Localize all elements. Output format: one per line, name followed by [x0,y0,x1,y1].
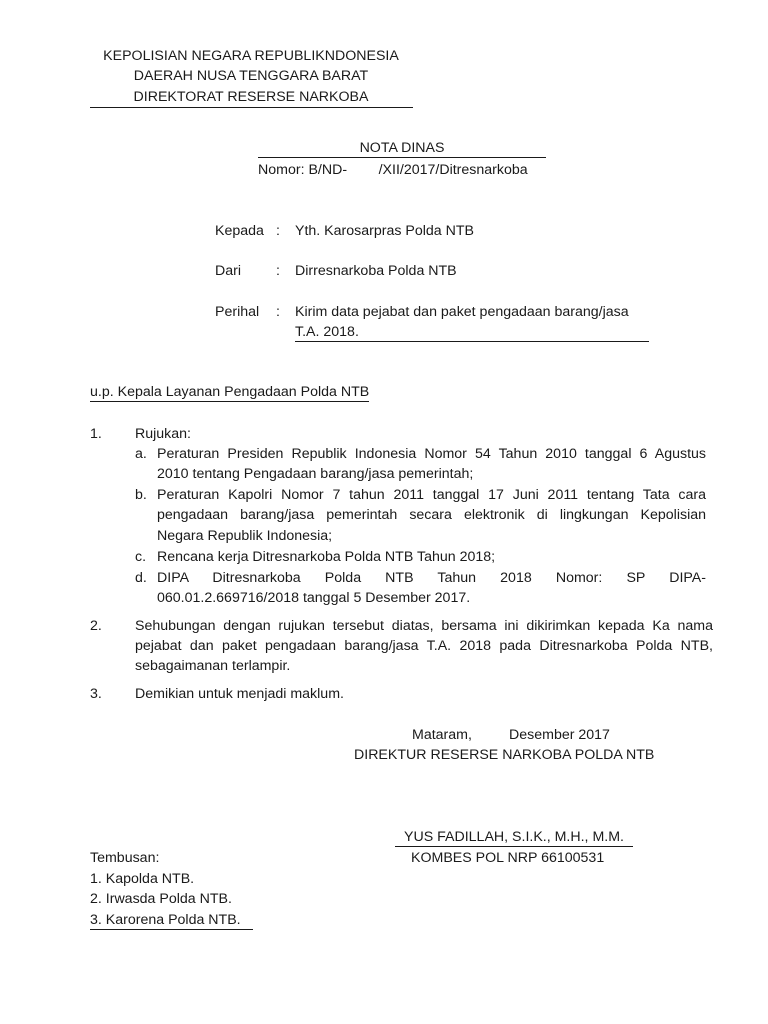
reference-line: pengadaan barang/jasa pemerintah secara elektronik di lingkungan Kepolisian [157,507,706,523]
signature-position: DIREKTUR RESERSE NARKOBA POLDA NTB [354,747,655,763]
subject-line-1: Kirim data pejabat dan paket pengadaan barang/jasa [295,304,629,320]
reference-line: 060.01.2.669716/2018 tanggal 5 Desember 2017. [157,590,471,606]
subject-label: Perihal [215,304,260,320]
reference-line: DIPA Ditresnarkoba Polda NTB Tahun 2018 Nomor: SP DIPA- [157,570,706,586]
subject-colon: : [276,304,280,320]
item-2-line: sebagaimanan terlampir. [135,658,291,674]
signatory-rank: KOMBES POL NRP 66100531 [411,850,605,866]
item-3-number: 3. [90,686,102,702]
from-value: Dirresnarkoba Polda NTB [295,263,457,279]
reference-line: Peraturan Kapolri Nomor 7 tahun 2011 tanggal 17 Juni 2011 tentang Tata cara [157,487,706,503]
reference-line: Peraturan Presiden Republik Indonesia Nomor 54 Tahun 2010 tanggal 6 Agustus [157,446,706,462]
from-colon: : [276,263,280,279]
cc-title: Tembusan: [90,850,160,866]
from-label: Dari [215,263,242,279]
reference-letter: d. [135,570,147,586]
signatory-name: YUS FADILLAH, S.I.K., M.H., M.M. [395,828,633,847]
reference-letter: b. [135,487,147,503]
signature-place: Mataram, [412,727,472,743]
header-line-1: KEPOLISIAN NEGARA REPUBLIKNDONESIA [103,48,399,64]
item-2-line: pejabat dan paket pengadaan barang/jasa T.A. 2018 pada Ditresnarkoba Polda NTB, [135,638,713,654]
attention-line: u.p. Kepala Layanan Pengadaan Polda NTB [90,384,370,400]
subject-line-2: T.A. 2018. [295,323,649,342]
document-title: NOTA DINAS [258,139,546,158]
cc-item: 2. Irwasda Polda NTB. [90,891,232,907]
cc-item: 3. Karorena Polda NTB. [90,911,253,930]
item-1-number: 1. [90,426,102,442]
item-2-line: Sehubungan dengan rujukan tersebut diatas, bersama ini dikirimkan kepada Ka nama [135,618,713,634]
item-1-title: Rujukan: [135,426,191,442]
header-line-3: DIREKTORAT RESERSE NARKOBA [133,89,369,105]
header-divider [90,107,413,108]
reference-line: Rencana kerja Ditresnarkoba Polda NTB Tahun 2018; [157,549,496,565]
to-label: Kepada [215,223,264,239]
cc-item: 1. Kapolda NTB. [90,871,195,887]
reference-line: Negara Republik Indonesia; [157,528,333,544]
reference-line: 2010 tentang Pengadaan barang/jasa pemerintah; [157,466,474,482]
item-2-number: 2. [90,618,102,634]
reference-letter: a. [135,446,147,462]
reference-letter: c. [135,549,147,565]
to-colon: : [276,223,280,239]
item-3-text: Demikian untuk menjadi maklum. [135,686,344,702]
to-value: Yth. Karosarpras Polda NTB [295,223,474,239]
document-number: Nomor: B/ND- /XII/2017/Ditresnarkoba [258,162,528,178]
signature-date: Desember 2017 [509,727,610,743]
header-line-2: DAERAH NUSA TENGGARA BARAT [133,68,369,84]
